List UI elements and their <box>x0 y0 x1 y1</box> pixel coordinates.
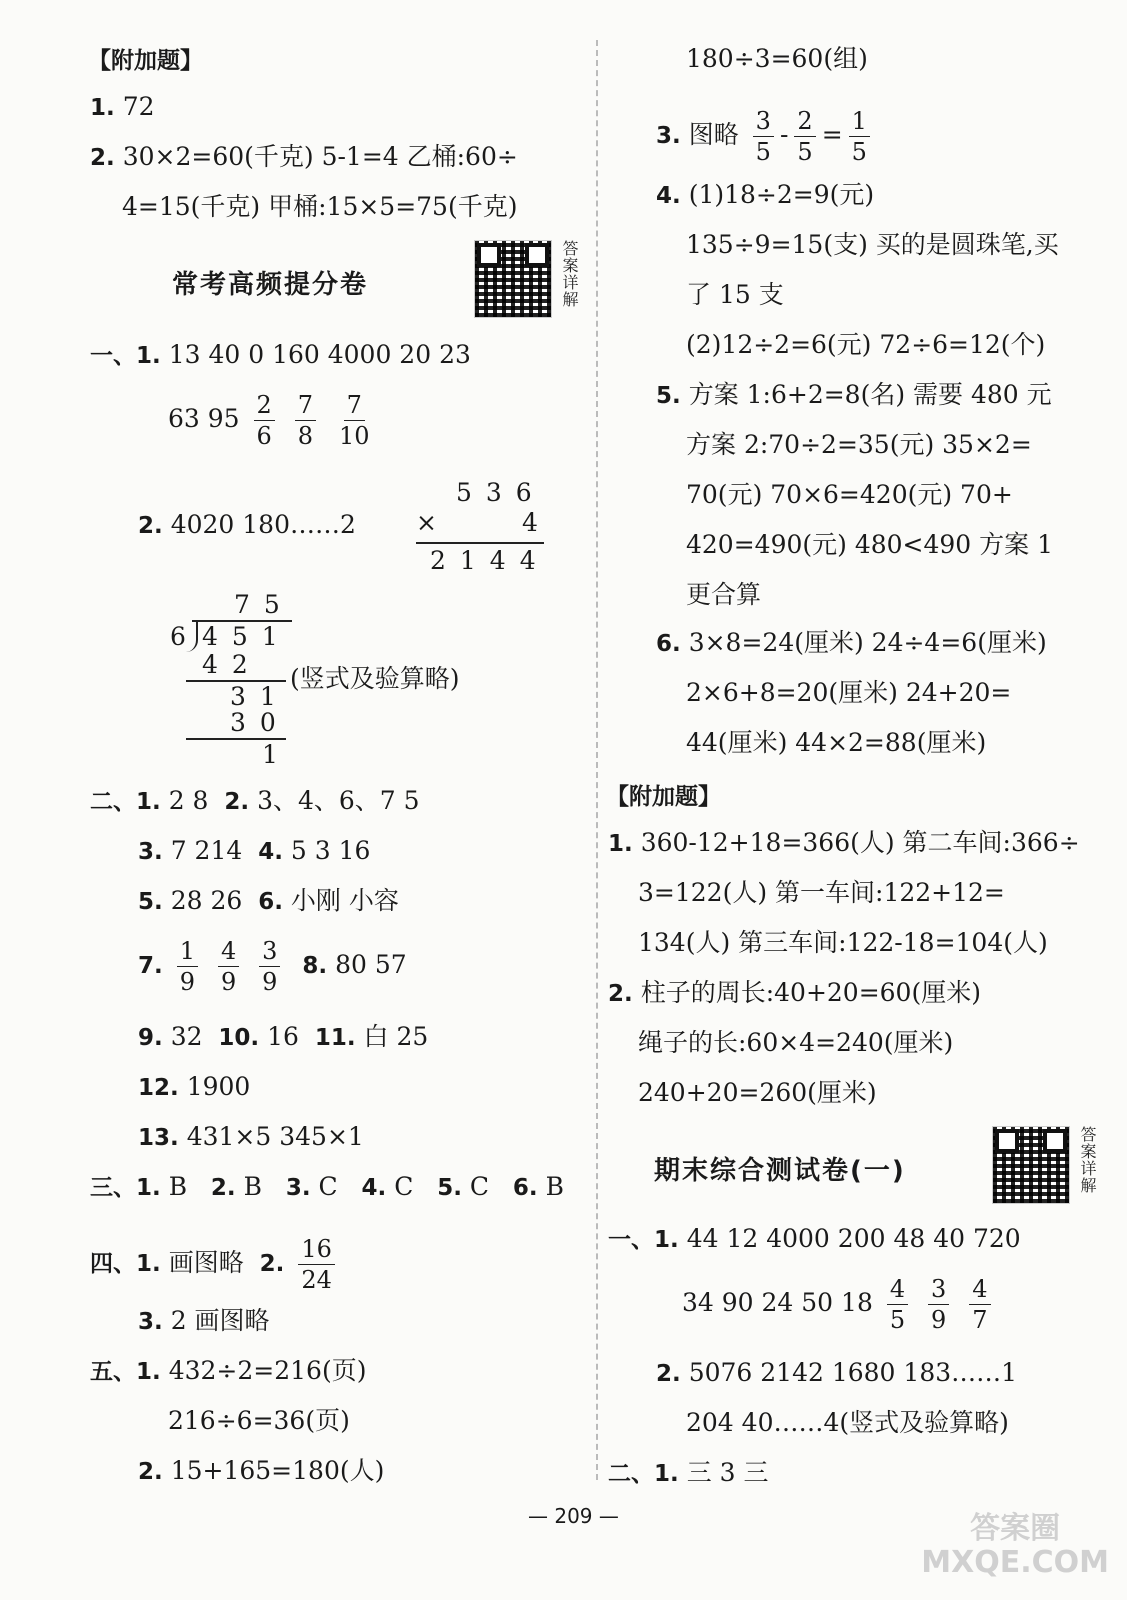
long-div-dividend: 451 <box>202 622 292 651</box>
vertical-mult-line <box>416 542 544 544</box>
fraction: $\frac{7}{10}$ <box>339 391 370 450</box>
answer-line: 34 90 24 50 18 $\frac{4}{5}$ $\frac{3}{9}$ $\frac{4}{7}$ <box>682 1276 997 1333</box>
answer-line: 204 40……4(竖式及验算略) <box>686 1408 1009 1437</box>
answer-line: 240+20=260(厘米) <box>638 1078 877 1107</box>
answer-line: 3. 图略 $\frac{3}{5}$ - $\frac{2}{5}$ = $\frac{1}{5}$ <box>656 108 876 165</box>
bonus-heading-left: 【附加题】 <box>88 48 203 74</box>
answer-line: 4=15(千克) 甲桶:15×5=75(千克) <box>122 192 518 221</box>
answer-line: 1. 72 <box>90 92 155 121</box>
answer-line: 70(元) 70×6=420(元) 70+ <box>686 480 1013 509</box>
fraction: $\frac{2}{6}$ <box>254 392 275 449</box>
answer-line: 2. 15+165=180(人) <box>138 1456 385 1485</box>
answer-line: 180÷3=60(组) <box>686 44 868 73</box>
answer-line: 3. 2 画图略 <box>138 1306 270 1335</box>
answer-line: 二、1. 三 3 三 <box>608 1458 769 1487</box>
long-div-sub1: 42 <box>202 650 262 679</box>
answer-line: 更合算 <box>686 580 762 609</box>
long-div-remainder: 1 <box>262 740 292 769</box>
vertical-mult-sign: × <box>416 508 451 537</box>
column-divider <box>596 40 598 1480</box>
answer-line: 五、1. 432÷2=216(页) <box>90 1356 367 1385</box>
answer-line: 3=122(人) 第一车间:122+12= <box>638 878 1005 907</box>
answer-line: 3. 7 214 4. 5 3 16 <box>138 836 371 865</box>
fraction: $\frac{1}{9}$ <box>177 938 198 995</box>
long-div-divisor: 6 <box>170 622 200 651</box>
answer-line: 1. 360-12+18=366(人) 第二车间:366÷ <box>608 828 1080 857</box>
answer-line: 2. 5076 2142 1680 183……1 <box>656 1358 1018 1387</box>
long-div-rem1: 31 <box>230 682 290 711</box>
answer-line: 方案 2:70÷2=35(元) 35×2= <box>686 430 1032 459</box>
fraction: $\frac{4}{7}$ <box>969 1276 990 1333</box>
answer-line: 2. 柱子的周长:40+20=60(厘米) <box>608 978 981 1007</box>
fraction: $\frac{3}{9}$ <box>259 938 280 995</box>
answer-line: 135÷9=15(支) 买的是圆珠笔,买 <box>686 230 1059 259</box>
answer-line: 44(厘米) 44×2=88(厘米) <box>686 728 987 757</box>
answer-line: 绳子的长:60×4=240(厘米) <box>638 1028 954 1057</box>
bonus-heading-right: 【附加题】 <box>606 784 721 810</box>
fraction: $\frac{1}{5}$ <box>849 108 870 165</box>
long-div-note: (竖式及验算略) <box>290 664 460 693</box>
answer-line: 12. 1900 <box>138 1072 251 1101</box>
watermark-logo: 答案圈 MXQE.COM <box>921 1511 1109 1580</box>
answer-line: 13. 431×5 345×1 <box>138 1122 364 1151</box>
section-title-left: 常考高频提分卷 <box>172 270 369 300</box>
answer-line: 四、1. 画图略 2. $\frac{16}{24}$ <box>90 1236 341 1293</box>
fraction: $\frac{4}{9}$ <box>218 938 239 995</box>
qr-label: 答案详解 <box>1078 1126 1097 1194</box>
qr-label: 答案详解 <box>560 240 579 308</box>
page-number: — 209 — <box>528 1504 619 1528</box>
vertical-mult-top: 536 <box>456 478 546 507</box>
answer-line: 一、1. 44 12 4000 200 48 40 720 <box>608 1224 1021 1253</box>
answer-line: 三、1. B 2. B 3. C 4. C 5. C 6. B <box>90 1172 564 1201</box>
answer-line: 了 15 支 <box>686 280 784 309</box>
answer-line: 134(人) 第三车间:122-18=104(人) <box>638 928 1048 957</box>
qr-code-icon[interactable] <box>474 240 552 318</box>
answer-line: 2. 4020 180……2 <box>138 510 356 539</box>
answer-line: 7. $\frac{1}{9}$ $\frac{4}{9}$ $\frac{3}{9}$ 8. 80 57 <box>138 937 407 996</box>
answer-line: 5. 28 26 6. 小刚 小容 <box>138 886 399 915</box>
qr-code-icon[interactable] <box>992 1126 1070 1204</box>
answer-line: (2)12÷2=6(元) 72÷6=12(个) <box>686 330 1046 359</box>
answer-line: 9. 32 10. 16 11. 白 25 <box>138 1022 429 1051</box>
answer-line: 二、1. 2 8 2. 3、4、6、7 5 <box>90 786 420 815</box>
section-title-right: 期末综合测试卷(一) <box>654 1156 906 1186</box>
answer-line: 6. 3×8=24(厘米) 24÷4=6(厘米) <box>656 628 1047 657</box>
vertical-mult-mid: 4 <box>522 508 552 537</box>
answer-line: 5. 方案 1:6+2=8(名) 需要 480 元 <box>656 380 1052 409</box>
answer-line: 420=490(元) 480<490 方案 1 <box>686 530 1054 559</box>
fraction: $\frac{4}{5}$ <box>887 1276 908 1333</box>
answer-line: 216÷6=36(页) <box>168 1406 350 1435</box>
fraction: $\frac{2}{5}$ <box>794 108 815 165</box>
fraction: $\frac{3}{5}$ <box>753 108 774 165</box>
answer-line: 2. 30×2=60(千克) 5-1=4 乙桶:60÷ <box>90 142 518 171</box>
answer-line: 4. (1)18÷2=9(元) <box>656 180 875 209</box>
answer-line: 2×6+8=20(厘米) 24+20= <box>686 678 1012 707</box>
answer-line: 63 95 $\frac{2}{6}$ $\frac{7}{8}$ $\frac{7}{10}$ <box>168 392 379 449</box>
answer-line: 一、1. 13 40 0 160 4000 20 23 <box>90 340 471 369</box>
long-div-quotient: 75 <box>234 590 294 619</box>
fraction: $\frac{7}{8}$ <box>295 392 316 449</box>
long-div-sub2: 30 <box>230 708 290 737</box>
fraction: $\frac{16}{24}$ <box>298 1236 335 1293</box>
vertical-mult-result: 2144 <box>430 546 550 575</box>
fraction: $\frac{3}{9}$ <box>928 1276 949 1333</box>
